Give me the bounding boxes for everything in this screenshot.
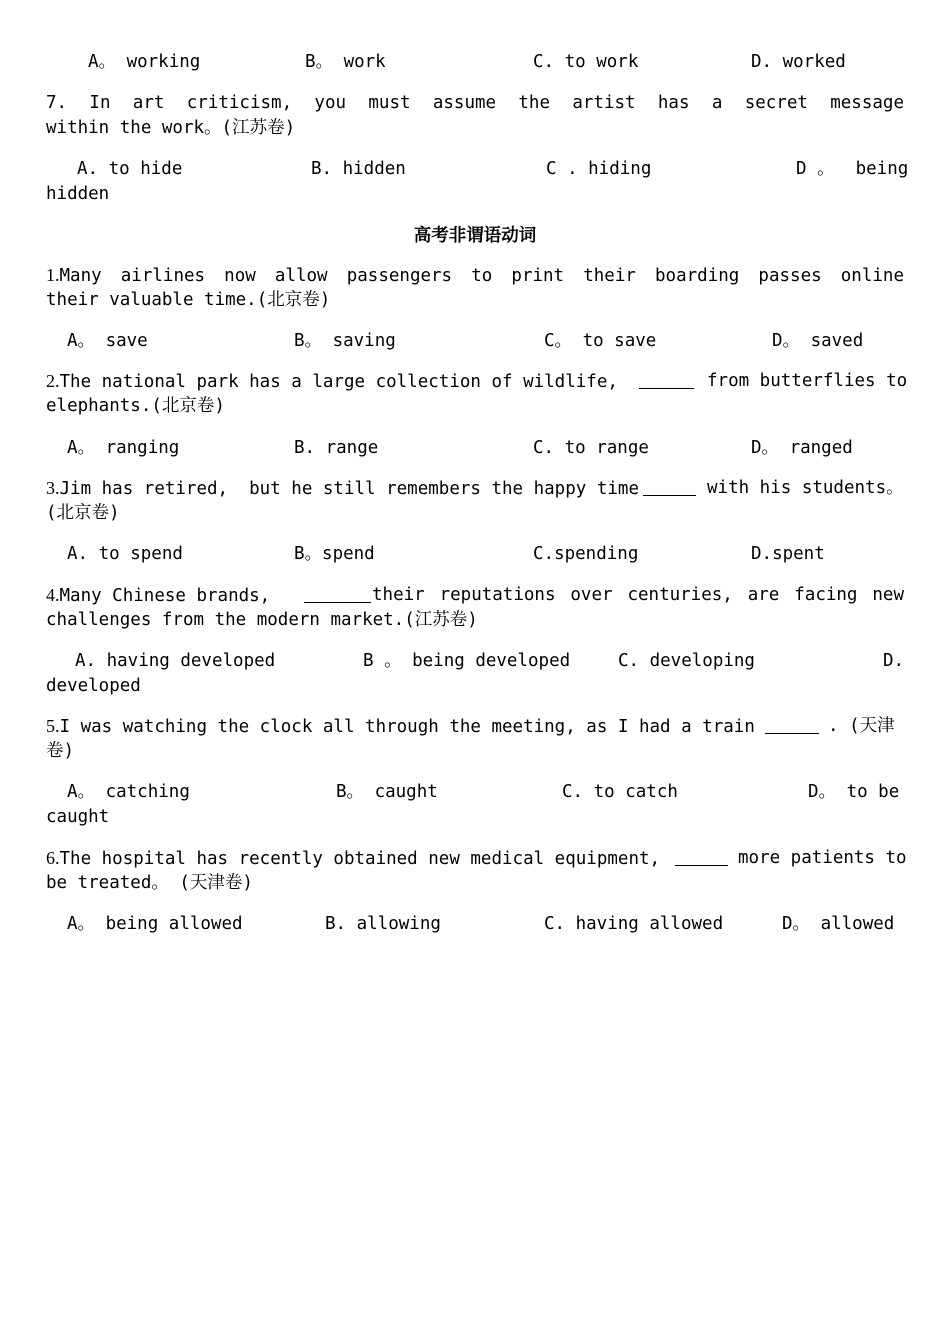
option-wrap: hidden	[46, 184, 110, 204]
question-text: their valuable time.(北京卷)	[46, 290, 331, 310]
option-d: D.spent	[751, 544, 825, 564]
question-text: Many airlines now allow passengers to print their boarding passes online	[59, 266, 904, 286]
question-1-text	[46, 263, 904, 289]
answer-blank	[639, 370, 694, 389]
option-d: D.	[883, 651, 905, 671]
question-text: challenges from the modern market.(江苏卷)	[46, 610, 478, 630]
question-number: 3.	[46, 478, 60, 498]
option-c: C. to work	[533, 52, 639, 72]
option-d: D。 allowed	[782, 914, 895, 934]
question-text: I was watching the clock all through the meeting, as I had a train	[59, 717, 755, 737]
option-d: D。 saved	[772, 331, 864, 351]
question-text: The hospital has recently obtained new medical equipment,	[59, 849, 661, 869]
option-a: A。 catching	[67, 782, 190, 802]
option-a: A. to hide	[77, 159, 183, 179]
option-b: B。 caught	[336, 782, 438, 802]
option-c: C。 to save	[544, 331, 657, 351]
option-b: B。 saving	[294, 331, 396, 351]
question-text: elephants.(北京卷)	[46, 396, 225, 416]
question-number: 4.	[46, 585, 60, 605]
option-c: C.spending	[533, 544, 639, 564]
option-b: B. range	[294, 438, 379, 458]
option-b: B。 work	[305, 52, 386, 72]
answer-blank	[643, 477, 696, 496]
question-number: 6.	[46, 848, 60, 868]
question-number: 1.	[46, 265, 60, 285]
answer-blank	[765, 715, 819, 734]
question-text: their reputations over centuries, are facing new	[372, 585, 904, 605]
option-c: C . hiding	[546, 159, 652, 179]
question-text: 卷)	[46, 741, 75, 761]
option-b: B. hidden	[311, 159, 406, 179]
answer-blank	[675, 847, 728, 866]
option-a: A。 being allowed	[67, 914, 243, 934]
option-c: C. having allowed	[544, 914, 724, 934]
section-title: 高考非谓语动词	[413, 226, 537, 246]
question-text: more patients to	[738, 848, 907, 868]
option-c: C. to range	[533, 438, 649, 458]
question-text: within the work。(江苏卷)	[46, 118, 296, 138]
question-text: . (天津	[828, 716, 895, 736]
option-c: C. developing	[618, 651, 755, 671]
question-text: 7. In art criticism, you must assume the artist has a secret message	[46, 93, 904, 113]
option-b: B。spend	[294, 544, 375, 564]
option-a: A. to spend	[67, 544, 183, 564]
question-text: with his students。	[707, 478, 904, 498]
option-c: C. to catch	[562, 782, 678, 802]
option-a: A。 working	[88, 52, 201, 72]
option-d: D. worked	[751, 52, 846, 72]
option-wrap: caught	[46, 807, 110, 827]
question-number: 5.	[46, 716, 60, 736]
question-text: from butterflies to	[707, 371, 908, 391]
question-number: 2.	[46, 371, 60, 391]
question-text: Jim has retired, but he still remembers the happy time	[59, 479, 639, 499]
question-text: (北京卷)	[46, 503, 120, 523]
option-b: B 。 being developed	[363, 651, 571, 671]
question-text: be treated。 (天津卷)	[46, 873, 253, 893]
answer-blank	[304, 584, 371, 603]
question-text: The national park has a large collection of wildlife,	[59, 372, 618, 392]
option-a: A。 save	[67, 331, 148, 351]
option-b: B. allowing	[325, 914, 441, 934]
option-d: D。 ranged	[751, 438, 853, 458]
option-a: A. having developed	[75, 651, 276, 671]
question-text: Many Chinese brands,	[59, 586, 271, 606]
option-d: D。 to be	[808, 782, 900, 802]
option-a: A。 ranging	[67, 438, 180, 458]
option-wrap: developed	[46, 676, 141, 696]
option-d: D 。 being	[796, 159, 909, 179]
